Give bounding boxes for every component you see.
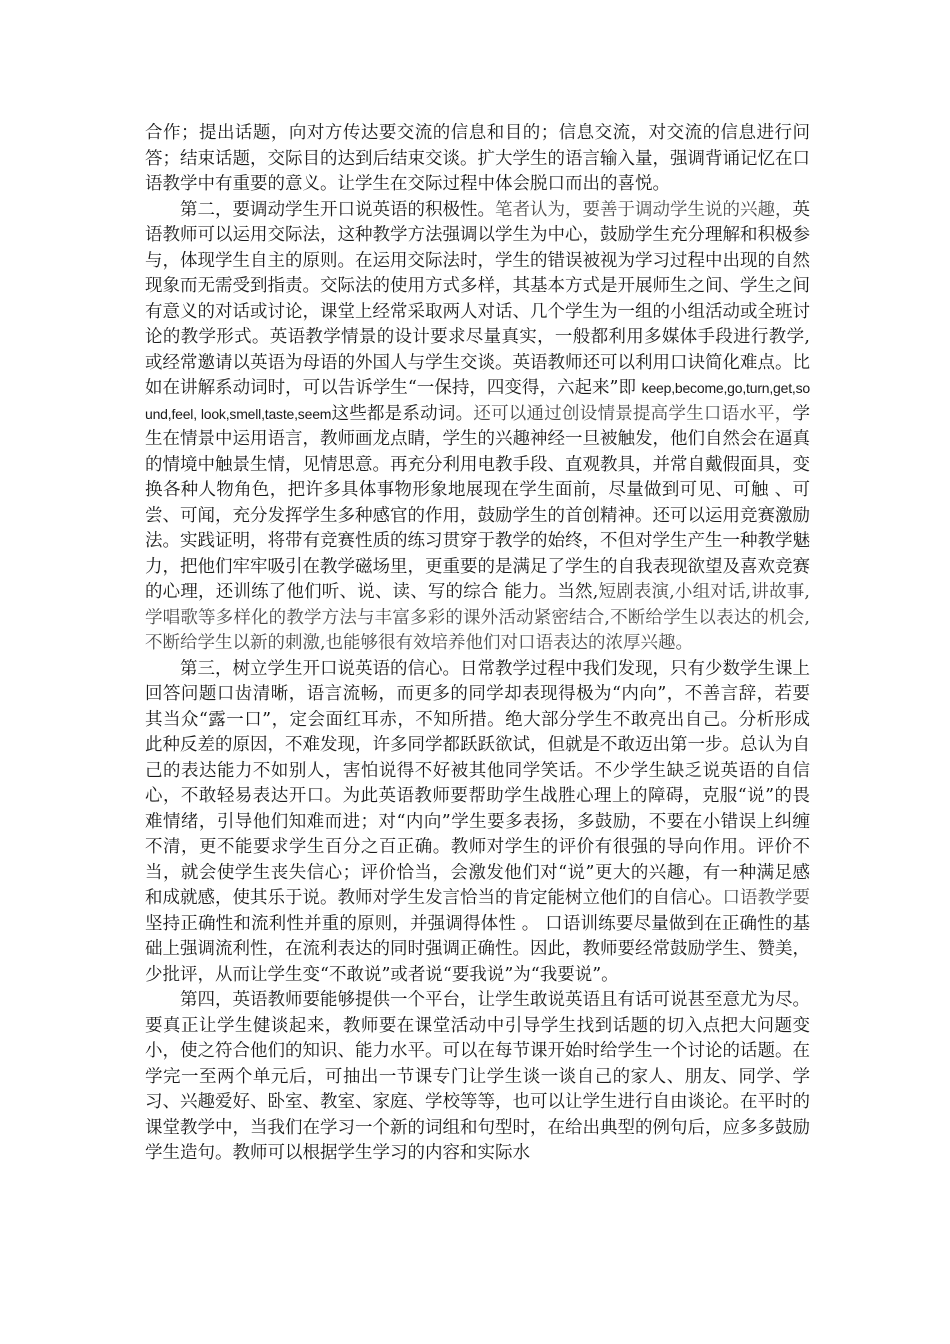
paragraph-2-body-3: 学生在情景中运用语言，教师画龙点睛，学生的兴趣神经一旦被触发，他们自然会在逼真的情境中触景生情，见情思意。再充分利用电教手段、直观教具，并常自戴假面具，变换各种人物角色，把许多具体事物形象地展现在学生面前，尽量做到可见、可触 、可尝、可闻，充分发挥学生多种感官的作用，鼓励学生的首创精神。还可以运用竞赛激励法。实践证明，将带有竞赛性质的练习贯穿于教学的始终，不但对学生产生一种教学魅力，把他们牢牢吸引在教学磁场里，更重要的是满足了学生的自我表现欲望及喜欢竞赛的心理，还训练了他们听、说、读、写的综合 能力。当然, [145,403,811,602]
paragraph-2-heading: 第二，要调动学生开口说英语的积极性。 [180,199,495,220]
paragraph-1-text: 合作；提出话题，向对方传达要交流的信息和目的；信息交流，对交流的信息进行问答；结束话题，交际目的达到后结束交谈。扩大学生的语言输入量，强调背诵记忆在口语教学中有重要的意义。让学生在交际过程中体会脱口而出的喜悦。 [145,123,810,194]
paragraph-3-body-2: 坚持正确性和流利性并重的原则，并强调得体性 。 口语训练要尽量做到在正确性的基础上强调流利性，在流利表达的同时强调正确性。因此，教师要经常鼓励学生、赞美，少批评，从而让学生变“不敢说”或者说“要我说”为“我要说”。 [145,913,810,985]
paragraph-2-body-2: 这些都是系动词。 [331,403,474,424]
paragraph-3-note: 口语教学要 [722,888,810,908]
paragraph-2-body-1: 英语教师可以运用交际法，这种教学方法强调以学生为中心，鼓励学生充分理解和积极参与，体现学生自主的原则。在运用交际法时，学生的错误被视为学习过程中出现的自然现象而无需受到指责。交际法的使用方式多样，其基本方式是开展师生之间、学生之间有意义的对话或讨论，课堂上经常采取两人对话、几个学生为一组的小组活动或全班讨论的教学形式。英语教学情景的设计要求尽量真实，一般都利用多媒体手段进行教学,或经常邀请以英语为母语的外国人与学生交谈。英语教师还可以利用口诀简化难点。比如在讲解系动词时，可以告诉学生“一保持，四变得，六起来”即 [145,199,810,398]
paragraph-2-note-2: 还可以通过创设情景提高学生口语水平， [473,403,793,424]
paragraph-2 [145,198,810,657]
document-body [145,121,810,1167]
paragraph-1 [145,121,810,198]
paragraph-2-note-3: 短剧表演,小组对话,讲故事,学唱歌等多样化的教学方法与丰富多彩的课外活动紧密结合,不断给学生以表达的机会,不断给学生以新的刺激,也能够很有效培养他们对口语表达的浓厚兴趣。 [145,582,810,653]
linking-verbs-list: keep,become,go,turn,get,sound,feel, look,smell,taste,seem [145,380,810,422]
paragraph-4 [145,988,810,1167]
paragraph-3-body-1: 第三，树立学生开口说英语的信心。日常教学过程中我们发现，只有少数学生课上回答问题口齿清晰，语言流畅，而更多的同学却表现得极为“内向”，不善言辞，若要其当众“露一口”，定会面红耳赤，不知所措。绝大部分学生不敢亮出自己。分析形成此种反差的原因，不难发现，许多同学都跃跃欲试，但就是不敢迈出第一步。总认为自己的表达能力不如别人，害怕说得不好被其他同学笑话。不少学生缺乏说英语的自信心，不敢轻易表达开口。为此英语教师要帮助学生战胜心理上的障碍，克服“说”的畏难情绪，引导他们知难而进；对“内向”学生要多表扬，多鼓励，不要在小错误上纠缠不清，更不能要求学生百分之百正确。教师对学生的评价有很强的导向作用。评价不当，就会使学生丧失信心；评价恰当，会激发他们对“说”更大的兴趣，有一种满足感和成就感，使其乐于说。教师对学生发言恰当的肯定能树立他们的自信心。 [145,658,810,908]
paragraph-2-note-1: 笔者认为，要善于调动学生说的兴趣， [495,199,793,220]
paragraph-3 [145,657,810,989]
paragraph-4-text: 第四，英语教师要能够提供一个平台，让学生敢说英语且有话可说甚至意尤为尽。要真正让学生健谈起来，教师要在课堂活动中引导学生找到话题的切入点把大问题变小，使之符合他们的知识、能力水平。可以在每节课开始时给学生一个讨论的话题。在学完一至两个单元后，可抽出一节课专门让学生谈一谈自己的家人、朋友、同学、学习、兴趣爱好、卧室、教室、家庭、学校等等，也可以让学生进行自由谈论。在平时的课堂教学中，当我们在学习一个新的词组和句型时，在给出典型的例句后，应多多鼓励学生造句。教师可以根据学生学习的内容和实际水 [145,990,810,1163]
